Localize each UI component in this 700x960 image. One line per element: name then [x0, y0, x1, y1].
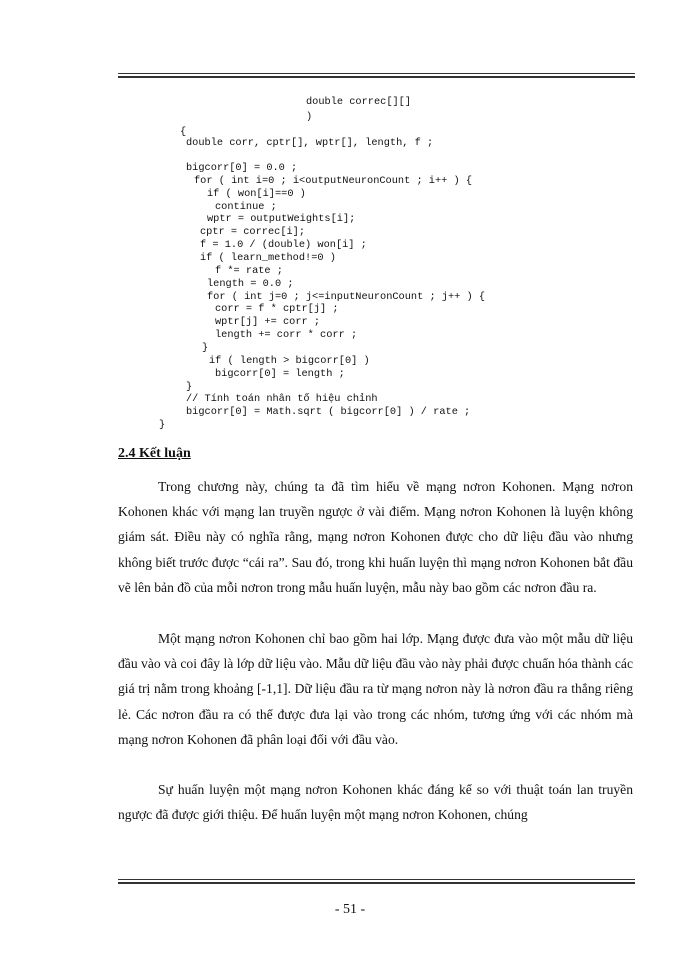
code-line: if ( learn_method!=0 ) [200, 252, 336, 264]
section-heading: 2.4 Kết luận [118, 446, 191, 461]
code-line: cptr = correc[i]; [200, 226, 306, 238]
code-line: for ( int i=0 ; i<outputNeuronCount ; i++ ) { [194, 175, 473, 187]
code-line: for ( int j=0 ; j<=inputNeuronCount ; j++ ) { [207, 291, 486, 303]
code-line: } [159, 419, 166, 431]
code-line: ) [306, 111, 313, 123]
code-line: f = 1.0 / (double) won[i] ; [200, 239, 367, 251]
paragraph: Một mạng nơron Kohonen chỉ bao gồm hai lớp. Mạng được đưa vào một mẫu dữ liệu đầu vào và coi đây là lớp dữ liệu vào. Mẫu dữ liệu đầu vào này phải được chuẩn hóa thành các giá trị nằm trong khoảng [-1,1]. Dữ liệu đầu ra từ mạng nơron này là nơron đầu ra thắng riêng lẻ. Các nơron đầu ra có thể được đưa lại vào trong các nhóm, tương ứng với các nhóm mà mạng nơron Kohonen đã phân loại đối với đầu vào. [118, 631, 633, 747]
code-line: continue ; [215, 201, 277, 213]
header-rule [118, 73, 635, 78]
code-line: double correc[][] [306, 96, 412, 108]
code-line: bigcorr[0] = length ; [215, 368, 345, 380]
code-line: } [202, 342, 209, 354]
code-line: corr = f * cptr[j] ; [215, 303, 339, 315]
code-line: wptr = outputWeights[i]; [207, 213, 356, 225]
code-line: length += corr * corr ; [215, 329, 358, 341]
footer-rule [118, 879, 635, 884]
code-line: length = 0.0 ; [207, 278, 294, 290]
page-number: - 51 - [334, 902, 366, 917]
code-block [145, 96, 565, 431]
code-comment: // Tính toán nhân tố hiệu chỉnh [186, 393, 378, 405]
paragraph: Trong chương này, chúng ta đã tìm hiểu về mạng nơron Kohonen. Mạng nơron Kohonen khác với mạng lan truyền ngược ở vài điểm. Mạng nơron Kohonen là luyện không giám sát. Điều này có nghĩa rằng, mạng nơron Kohonen được cho dữ liệu đầu vào nhưng không biết trước được “cái ra”. Sau đó, trong khi huấn luyện thì mạng nơron Kohonen bắt đầu vẽ lên bản đồ của mỗi nơron trong mẫu huấn luyện, mẫu này bao gồm các nơron đầu ra. [118, 479, 633, 595]
code-line: { [180, 126, 187, 138]
code-line: } [186, 381, 193, 393]
code-line: if ( won[i]==0 ) [207, 188, 306, 200]
code-line: wptr[j] += corr ; [215, 316, 321, 328]
paragraph: Sự huấn luyện một mạng nơron Kohonen khác đáng kể so với thuật toán lan truyền ngược đã được giới thiệu. Để huấn luyện một mạng nơron Kohonen, chúng [118, 782, 633, 823]
code-line: bigcorr[0] = Math.sqrt ( bigcorr[0] ) / rate ; [186, 406, 471, 418]
code-line: bigcorr[0] = 0.0 ; [186, 162, 298, 174]
code-line: double corr, cptr[], wptr[], length, f ; [186, 137, 434, 149]
code-line: if ( length > bigcorr[0] ) [209, 355, 370, 367]
code-line: f *= rate ; [215, 265, 283, 277]
